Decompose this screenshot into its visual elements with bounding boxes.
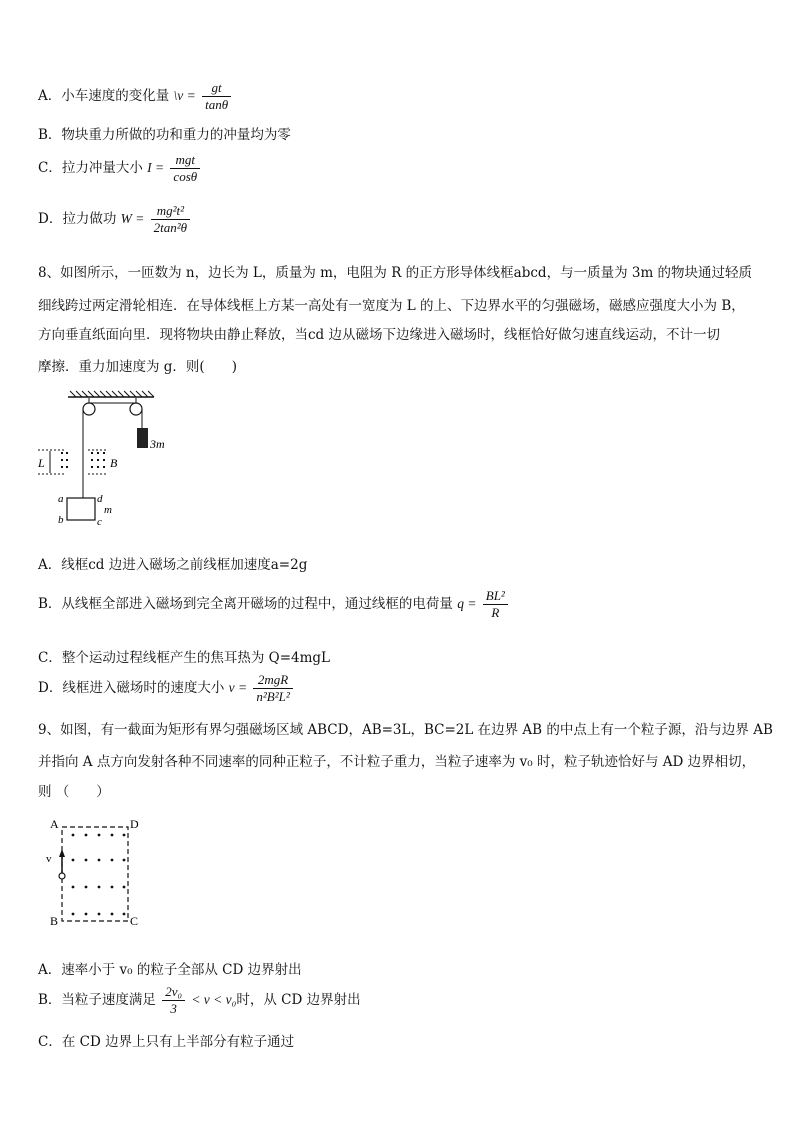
velocity-arrow-icon xyxy=(59,849,65,857)
q8-d-num: 2mgR xyxy=(253,672,292,689)
vertex-b: b xyxy=(58,514,64,526)
q7-option-a[interactable] xyxy=(38,80,233,113)
q9-option-b[interactable] xyxy=(38,984,361,1017)
q9-field-figure xyxy=(44,815,154,930)
velocity-label: v xyxy=(46,853,52,865)
corner-d: D xyxy=(130,817,139,831)
q7-option-d[interactable] xyxy=(38,203,192,236)
q7-option-c-fraction xyxy=(170,152,200,185)
field-region-abcd xyxy=(62,827,128,921)
block-3m xyxy=(137,428,148,448)
vertex-a: a xyxy=(58,493,64,505)
q7-option-a-lhs: \v = xyxy=(173,88,196,103)
q8-pulley-figure xyxy=(36,390,186,530)
q8-b-num: BL² xyxy=(483,588,508,605)
q9-stem-line-3: 则 （ ） xyxy=(38,784,110,800)
q9-option-a[interactable]: A．速率小于 v₀ 的粒子全部从 CD 边界射出 xyxy=(38,962,302,978)
q9-b-num: 2v₀ xyxy=(162,984,185,1001)
frame-mass-m: m xyxy=(104,504,112,516)
q8-option-d-lhs: v = xyxy=(228,680,248,695)
q8-option-b[interactable] xyxy=(38,588,510,621)
q8-option-b-fraction xyxy=(483,588,508,621)
q8-option-d-fraction xyxy=(253,672,292,705)
q7-option-c-lhs: I = xyxy=(147,160,165,175)
corner-a: A xyxy=(50,817,59,831)
vertex-d: d xyxy=(97,493,103,505)
pulley-right-icon xyxy=(130,403,142,415)
q8-stem-line-4: 摩擦．重力加速度为 g．则( ) xyxy=(38,359,237,375)
q8-stem-line-3: 方向垂直纸面向里．现将物块由静止释放，当cd 边从磁场下边缘进入磁场时，线框恰好做匀速直线运动，不计一切 xyxy=(38,327,720,343)
block-3m-label: 3m xyxy=(150,437,165,451)
q7-option-a-label: A．小车速度的变化量 xyxy=(38,88,170,104)
field-b-label: B xyxy=(110,456,118,470)
field-width-label: L xyxy=(38,456,45,470)
q8-stem-line-2: 细线跨过两定滑轮相连．在导体线框上方某一高处有一宽度为 L 的上、下边界水平的匀强磁场，磁感应强度大小为 B， xyxy=(38,298,745,314)
vertex-c: c xyxy=(97,516,102,528)
q7-d-num: mg²t² xyxy=(151,203,190,220)
q8-option-c[interactable]: C．整个运动过程线框产生的焦耳热为 Q=4mgL xyxy=(38,650,330,666)
q8-option-d-label: D．线框进入磁场时的速度大小 xyxy=(38,680,225,696)
q7-d-den: 2tan²θ xyxy=(153,220,188,235)
q9-option-b-pre: B．当粒子速度满足 xyxy=(38,992,156,1008)
pulley-left-icon xyxy=(83,403,95,415)
q8-option-b-label: B．从线框全部进入磁场到完全离开磁场的过程中，通过线框的电荷量 xyxy=(38,596,453,612)
q9-b-den: 3 xyxy=(170,1001,177,1016)
corner-c: C xyxy=(130,914,139,928)
q7-a-den: tanθ xyxy=(205,97,229,112)
q9-stem-line-2: 并指向 A 点方向发射各种不同速率的同种正粒子，不计粒子重力，当粒子速率为 v₀ 时，粒子轨迹恰好与 AD 边界相切， xyxy=(38,754,756,770)
q7-option-c-label: C．拉力冲量大小 xyxy=(38,160,143,176)
q9-option-b-post: 时，从 CD 边界射出 xyxy=(236,992,361,1008)
q8-b-den: R xyxy=(491,605,500,620)
q9-option-b-ineq: < v < v₀ xyxy=(191,992,237,1007)
q8-option-d[interactable] xyxy=(38,672,295,705)
q8-option-b-lhs: q = xyxy=(457,596,477,611)
q9-option-c[interactable]: C．在 CD 边界上只有上半部分有粒子通过 xyxy=(38,1034,295,1050)
q7-c-num: mgt xyxy=(170,152,200,169)
q9-option-b-fraction xyxy=(162,984,185,1017)
q8-option-a[interactable]: A．线框cd 边进入磁场之前线框加速度a=2g xyxy=(38,557,308,573)
q8-stem-line-1: 8、如图所示，一匝数为 n，边长为 L，质量为 m，电阻为 R 的正方形导体线框abcd，与一质量为 3m 的物块通过轻质 xyxy=(38,265,753,281)
q7-option-c[interactable] xyxy=(38,152,202,185)
coil-frame xyxy=(67,498,95,520)
q7-a-num: gt xyxy=(202,80,231,97)
q7-c-den: cosθ xyxy=(173,169,198,184)
q7-option-b[interactable]: B．物块重力所做的功和重力的冲量均为零 xyxy=(38,127,291,143)
q7-option-d-fraction xyxy=(151,203,190,236)
particle-source-icon xyxy=(59,873,65,879)
q9-stem-line-1: 9、如图，有一截面为矩形有界匀强磁场区域 ABCD，AB=3L，BC=2L 在边界 AB 的中点上有一个粒子源，沿与边界 AB xyxy=(38,722,773,738)
corner-b: B xyxy=(50,914,59,928)
q8-d-den: n²B²L² xyxy=(256,689,290,704)
q7-option-d-label: D．拉力做功 xyxy=(38,211,117,227)
q7-option-d-lhs: W = xyxy=(120,211,145,226)
q7-option-a-fraction xyxy=(202,80,231,113)
